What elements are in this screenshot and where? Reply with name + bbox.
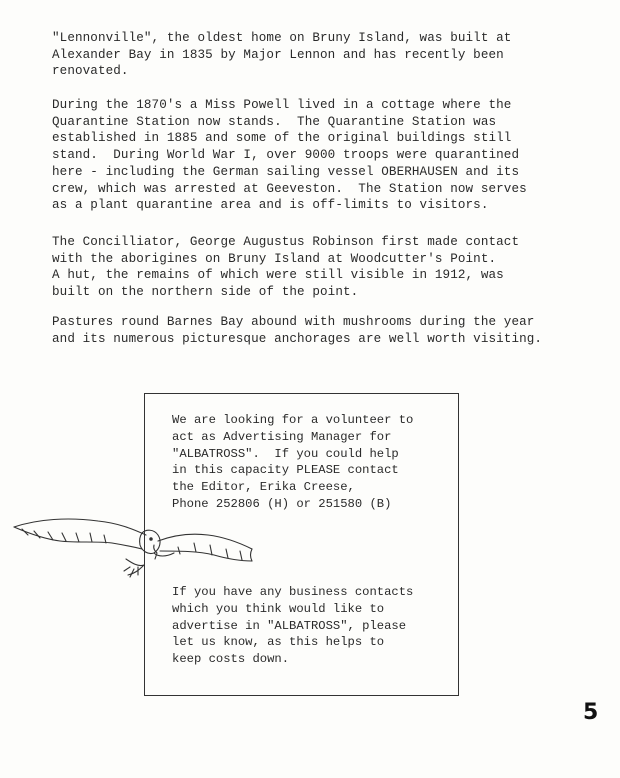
paragraph-quarantine-station: During the 1870's a Miss Powell lived in a cottage where the Quarantine Station now stands. The Quarantine Station was established in 1885 and some of the original buildings still stand. During World War I, over 9000 troops were quarantined here - including the German sailing vessel OBERHAUSEN and its crew, which was arrested at Geeveston. The Station now serves as a plant quarantine area and is off-limits to visitors. [52, 98, 527, 213]
paragraph-lennonville: "Lennonville", the oldest home on Bruny Island, was built at Alexander Bay in 1835 by Major Lennon and has recently been renovated. [52, 31, 512, 79]
page-number: 5 [583, 700, 599, 725]
paragraph-concilliator: The Concilliator, George Augustus Robinson first made contact with the aborigines on Bruny Island at Woodcutter's Point. A hut, the remains of which were still visible in 1912, was built on the northern side of the point. [52, 235, 520, 300]
notice-volunteer-text: We are looking for a volunteer to act as Advertising Manager for "ALBATROSS". If you could help in this capacity PLEASE contact the Editor, Erika Creese, Phone 252806 (H) or 251580 (B) [172, 413, 414, 511]
notice-business-text: If you have any business contacts which you think would like to advertise in "ALBATROSS", please let us know, as this helps to keep costs down. [172, 585, 414, 667]
paragraph-barnes-bay: Pastures round Barnes Bay abound with mushrooms during the year and its numerous picturesque anchorages are well worth visiting. [52, 315, 543, 346]
albatross-drawing-icon [8, 505, 258, 595]
